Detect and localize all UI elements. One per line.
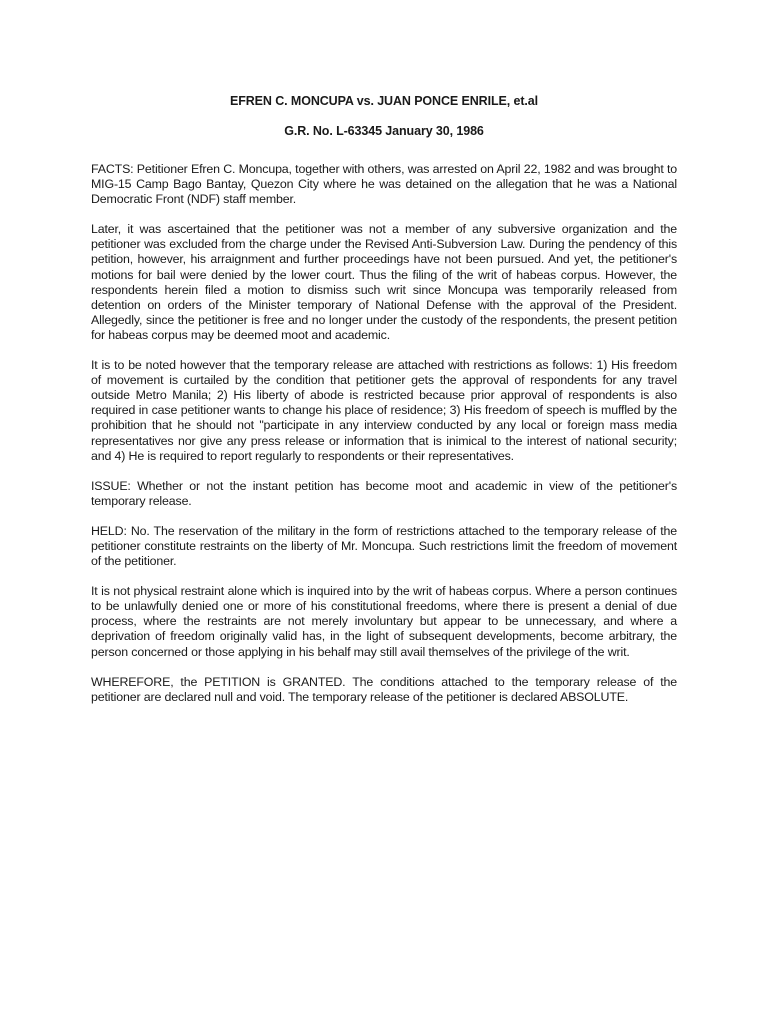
paragraph-disposition: WHEREFORE, the PETITION is GRANTED. The conditions attached to the temporary release of the petitioner are declared null and void. The temporary release of the petitioner is declared ABSOLUTE. bbox=[91, 674, 677, 704]
paragraph-background: Later, it was ascertained that the petitioner was not a member of any subversive organization and the petitioner was excluded from the charge under the Revised Anti-Subversion Law. During the pendency of this petition, however, his arraignment and further proceedings have not been pursued. And yet, the petitioner's motions for bail were denied by the lower court. Thus the filing of the writ of habeas corpus. However, the respondents herein filed a motion to dismiss such writ since Moncupa was temporarily released from detention on orders of the Minister temporary of National Defense with the approval of the President. Allegedly, since the petitioner is free and no longer under the custody of the respondents, the present petition for habeas corpus may be deemed moot and academic. bbox=[91, 222, 677, 342]
paragraph-restrictions: It is to be noted however that the temporary release are attached with restrictions as follows: 1) His freedom of movement is curtailed by the condition that petitioner gets the approval of respondents for any travel outside Metro Manila; 2) His liberty of abode is restricted because prior approval of respondents is also required in case petitioner wants to change his place of residence; 3) His freedom of speech is muffled by the prohibition that he should not "participate in any interview conducted by any local or foreign mass media representatives nor give any press release or information that is inimical to the interest of national security; and 4) He is required to report regularly to respondents or their representatives. bbox=[91, 358, 677, 463]
case-title: EFREN C. MONCUPA vs. JUAN PONCE ENRILE, et.al bbox=[229, 94, 539, 108]
document-body bbox=[91, 94, 677, 705]
paragraph-held: HELD: No. The reservation of the military in the form of restrictions attached to the temporary release of the petitioner constitute restraints on the liberty of Mr. Moncupa. Such restrictions limit the freedom of movement of the petitioner. bbox=[91, 523, 677, 569]
paragraph-issue: ISSUE: Whether or not the instant petition has become moot and academic in view of the petitioner's temporary release. bbox=[91, 478, 677, 508]
paragraph-facts: FACTS: Petitioner Efren C. Moncupa, together with others, was arrested on April 22, 1982 and was brought to MIG-15 Camp Bago Bantay, Quezon City where he was detained on the allegation that he was a National Democratic Front (NDF) staff member. bbox=[91, 162, 677, 207]
case-number: G.R. No. L-63345 January 30, 1986 bbox=[284, 124, 484, 138]
paragraph-reasoning: It is not physical restraint alone which is inquired into by the writ of habeas corpus. Where a person continues to be unlawfully denied one or more of his constitutional freedoms, where there is present a denial of due process, where the restraints are not merely involuntary but appear to be unnecessary, and where a deprivation of freedom originally valid has, in the light of subsequent developments, become arbitrary, the person concerned or those applying in his behalf may still avail themselves of the privilege of the writ. bbox=[91, 584, 677, 659]
